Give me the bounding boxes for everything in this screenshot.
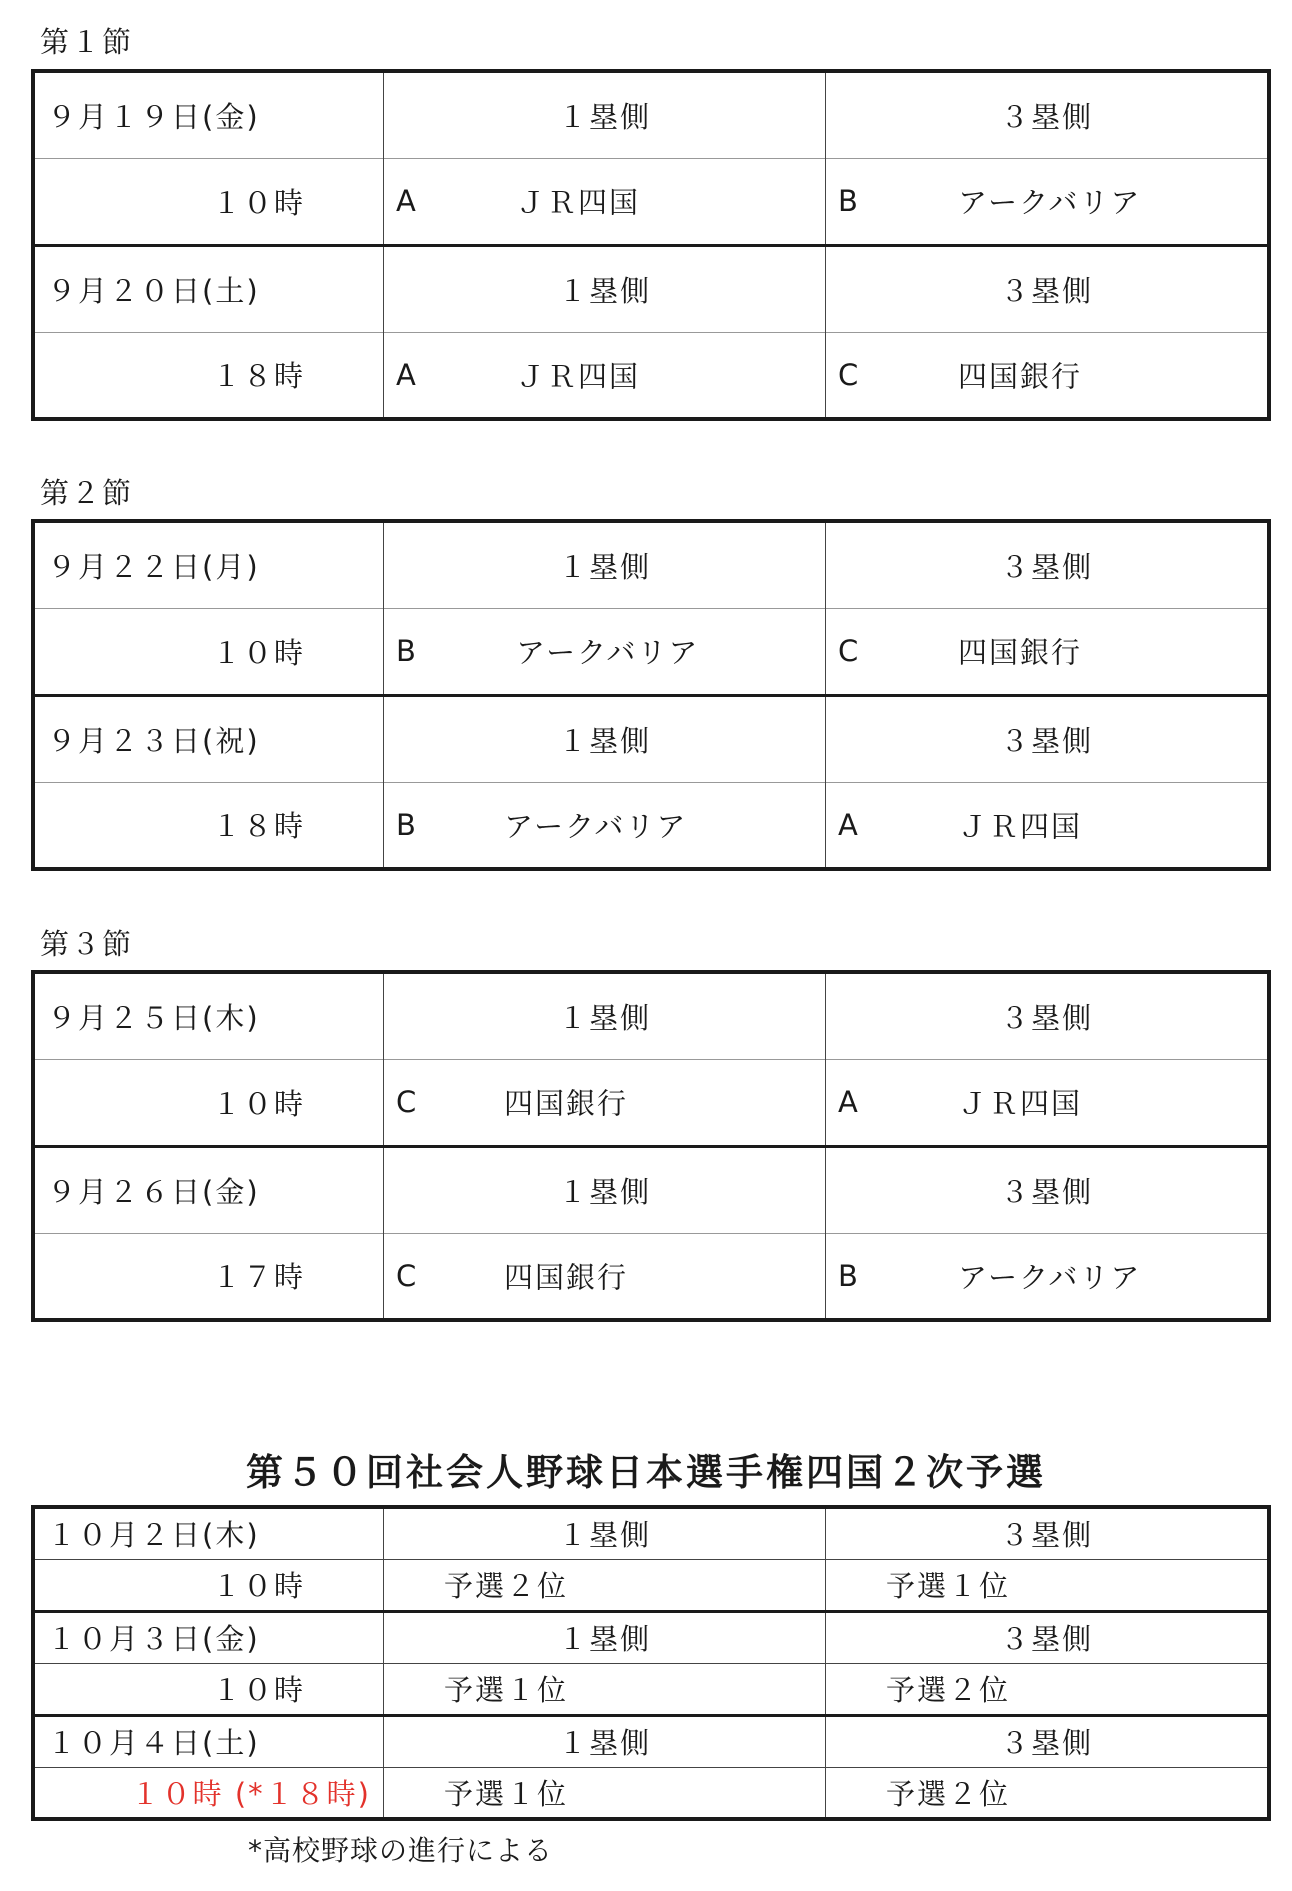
team-code: A [838,1085,860,1119]
start-time: １０時 [33,1663,384,1715]
first-base-side-header: １塁側 [384,972,826,1059]
third-base-team [826,332,1270,419]
first-base-side-header: １塁側 [384,245,826,332]
team-name: ＪＲ四国 [516,185,641,220]
third-base-team: 予選２位 [826,1767,1270,1819]
first-base-team: 予選１位 [384,1663,826,1715]
team-code: C [396,1085,419,1119]
start-time: １０時 [33,1559,384,1611]
team-code: A [396,357,418,392]
team-name: 四国銀行 [504,1086,629,1121]
team-name: ＪＲ四国 [958,809,1083,844]
time-row [33,1767,1269,1819]
section-label-1: 第１節 [40,25,134,59]
date-cell: １０月４日(土) [33,1715,384,1767]
start-time: １７時 [33,1233,384,1320]
section-label-2: 第２節 [40,476,134,510]
date-row [33,1146,1269,1233]
start-time: １０時 [33,1059,384,1146]
third-base-side-header: ３塁側 [826,71,1270,158]
time-row [33,332,1269,419]
team-code: C [838,357,861,392]
third-base-side-header: ３塁側 [826,1507,1270,1559]
date-cell: １０月２日(木) [33,1507,384,1559]
team-name: ＪＲ四国 [516,359,641,394]
third-base-team [826,1233,1270,1320]
third-base-side-header: ３塁側 [826,972,1270,1059]
first-base-side-header: １塁側 [384,521,826,608]
time-row [33,158,1269,245]
time-row [33,782,1269,869]
final-stage-title: 第５０回社会人野球日本選手権四国２次予選 [246,1451,1046,1494]
schedule-table-final [31,1505,1271,1821]
start-time: １０時 [33,608,384,695]
third-base-team: 予選２位 [826,1663,1270,1715]
time-row [33,1059,1269,1146]
first-base-team: 予選２位 [384,1559,826,1611]
team-name: 四国銀行 [958,635,1083,670]
first-base-team [384,608,826,695]
team-name: アークバリア [504,809,688,844]
first-base-team [384,782,826,869]
team-code: B [396,807,418,842]
date-row [33,695,1269,782]
team-code: B [838,1258,860,1293]
team-name: 四国銀行 [504,1260,629,1295]
first-base-side-header: １塁側 [384,71,826,158]
date-row [33,245,1269,332]
first-base-side-header: １塁側 [384,695,826,782]
first-base-side-header: １塁側 [384,1611,826,1663]
third-base-side-header: ３塁側 [826,1146,1270,1233]
date-cell: １０月３日(金) [33,1611,384,1663]
time-row [33,1663,1269,1715]
team-code: B [396,634,418,668]
first-base-side-header: １塁側 [384,1507,826,1559]
date-cell: ９月１９日(金) [33,71,384,158]
team-code: B [838,184,860,218]
first-base-team [384,158,826,245]
date-cell: ９月２６日(金) [33,1146,384,1233]
first-base-team [384,332,826,419]
team-name: アークバリア [958,1260,1142,1295]
first-base-team [384,1059,826,1146]
team-name: ＪＲ四国 [958,1086,1083,1121]
team-name: アークバリア [958,185,1142,220]
date-row [33,71,1269,158]
first-base-side-header: １塁側 [384,1715,826,1767]
time-row [33,608,1269,695]
team-name: 四国銀行 [958,359,1083,394]
footnote: *高校野球の進行による [248,1834,554,1867]
third-base-team [826,782,1270,869]
start-time-tentative: １０時 (*１８時) [33,1767,384,1819]
third-base-team [826,158,1270,245]
date-row [33,1715,1269,1767]
third-base-side-header: ３塁側 [826,695,1270,782]
third-base-side-header: ３塁側 [826,1611,1270,1663]
team-code: C [838,634,861,668]
start-time: １０時 [33,158,384,245]
date-cell: ９月２３日(祝) [33,695,384,782]
team-code: A [396,184,418,218]
schedule-table-section-2 [31,519,1271,871]
first-base-team [384,1233,826,1320]
third-base-team [826,608,1270,695]
time-row [33,1559,1269,1611]
schedule-table-section-3 [31,970,1271,1322]
first-base-side-header: １塁側 [384,1146,826,1233]
start-time: １８時 [33,782,384,869]
third-base-side-header: ３塁側 [826,521,1270,608]
team-name: アークバリア [516,635,700,670]
date-cell: ９月２２日(月) [33,521,384,608]
start-time: １８時 [33,332,384,419]
date-row [33,1611,1269,1663]
section-label-3: 第３節 [40,927,134,961]
date-row [33,972,1269,1059]
date-row [33,1507,1269,1559]
third-base-side-header: ３塁側 [826,1715,1270,1767]
date-cell: ９月２５日(木) [33,972,384,1059]
third-base-team: 予選１位 [826,1559,1270,1611]
team-code: A [838,807,860,842]
schedule-table-section-1 [31,69,1271,421]
first-base-team: 予選１位 [384,1767,826,1819]
date-row [33,521,1269,608]
third-base-team [826,1059,1270,1146]
team-code: C [396,1258,419,1293]
date-cell: ９月２０日(土) [33,245,384,332]
third-base-side-header: ３塁側 [826,245,1270,332]
time-row [33,1233,1269,1320]
